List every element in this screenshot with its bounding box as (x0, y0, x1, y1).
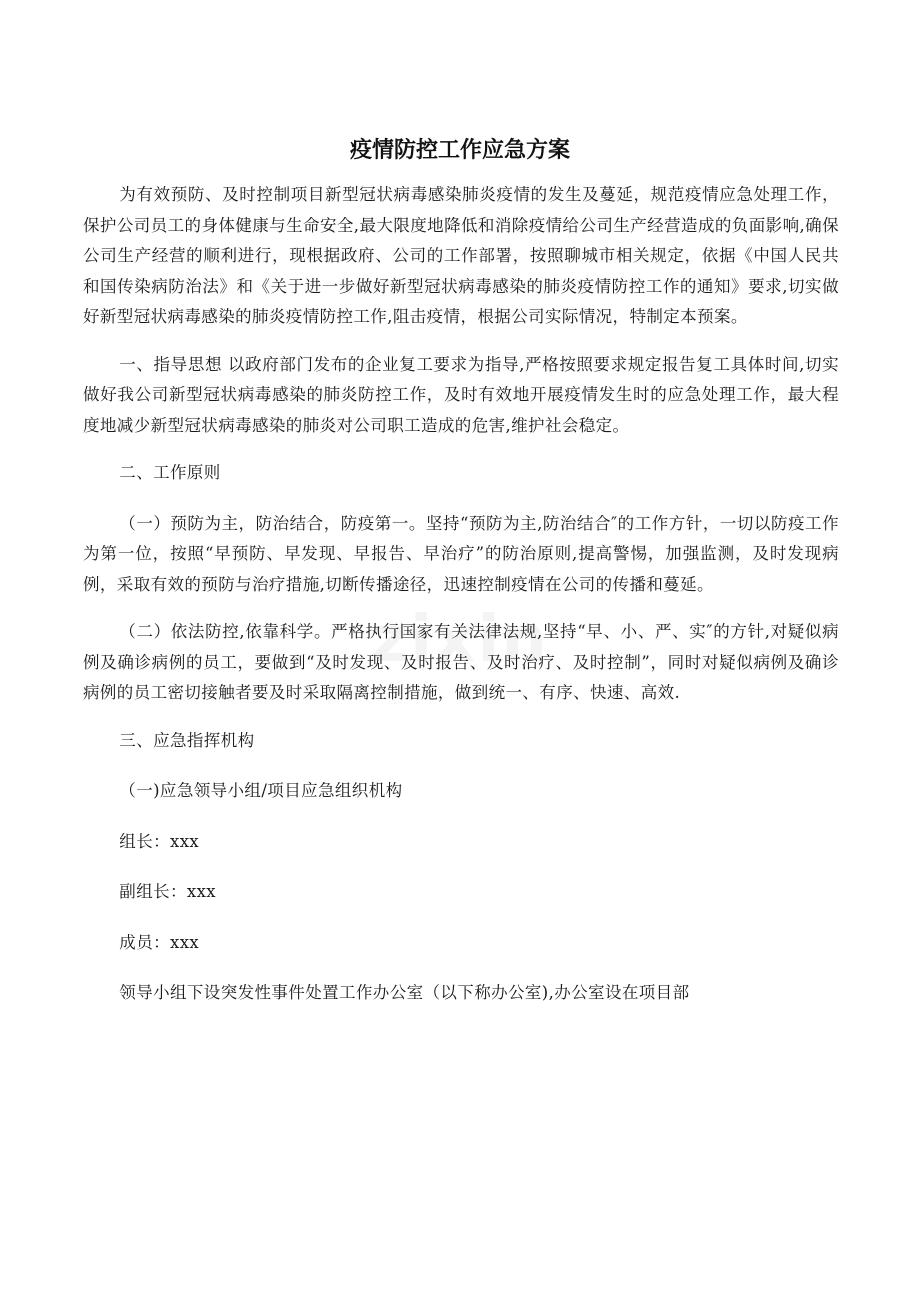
principle-2-paragraph: （二）依法防控,依靠科学。严格执行国家有关法律法规,坚持“早、小、严、实″的方针,对疑似病例及确诊病例的员工，要做到“及时发现、及时报告、及时治疗、及时控制”，同时对疑似病例及确诊病例的员工密切接触者要及时采取隔离控制措施，做到统一、有序、快速、高效. (83, 622, 839, 702)
principle-1-paragraph: （一）预防为主，防治结合，防疫第一。坚持“预防为主,防治结合″的工作方针，一切以防疫工作为第一位，按照“早预防、早发现、早报告、早治疗”的防治原则,提高警惕，加强监测，及时发现病例，采取有效的预防与治疗措施,切断传播途径，迅速控制疫情在公司的传播和蔓延。 (83, 513, 839, 594)
subsection-heading-leadership-group: （一)应急领导小组/项目应急组织机构 (119, 781, 403, 800)
intro-paragraph: 为有效预防、及时控制项目新型冠状病毒感染肺炎疫情的发生及蔓延，规范疫情应急处理工作，保护公司员工的身体健康与生命安全,最大限度地降低和消除疫情给公司生产经营造成的负面影响,确保公司生产经营的顺利进行，现根据政府、公司的工作部署，按照聊城市相关规定，依据《中国人民共和国传染病防治法》和《关于进一步做好新型冠状病毒感染的肺炎疫情防控工作的通知》要求,切实做好新型冠状病毒感染的肺炎疫情防控工作,阻击疫情，根据公司实际情况，特制定本预案。 (83, 185, 839, 326)
section-heading-command-structure: 三、应急指挥机构 (119, 730, 255, 750)
document-body (83, 180, 839, 1029)
guiding-ideology-paragraph: 一、指导思想 以政府部门发布的企业复工要求为指导,严格按照要求规定报告复工具体时间,切实做好我公司新型冠状病毒感染的肺炎防控工作，及时有效地开展疫情发生时的应急处理工作，最大程度地减少新型冠状病毒感染的肺炎对公司职工造成的危害,维护社会稳定。 (83, 354, 839, 435)
section-heading-work-principles: 二、工作原则 (119, 463, 221, 482)
group-leader-line: 组长：xxx (119, 831, 200, 851)
watermark-image: zixin (371, 603, 549, 677)
members-line: 成员：xxx (119, 932, 200, 952)
deputy-leader-line: 副组长：xxx (119, 882, 217, 901)
office-setup-paragraph: 领导小组下设突发性事件处置工作办公室（以下称办公室),办公室设在项目部 (119, 983, 690, 1002)
document-title: 疫情防控工作应急方案 (349, 137, 570, 163)
